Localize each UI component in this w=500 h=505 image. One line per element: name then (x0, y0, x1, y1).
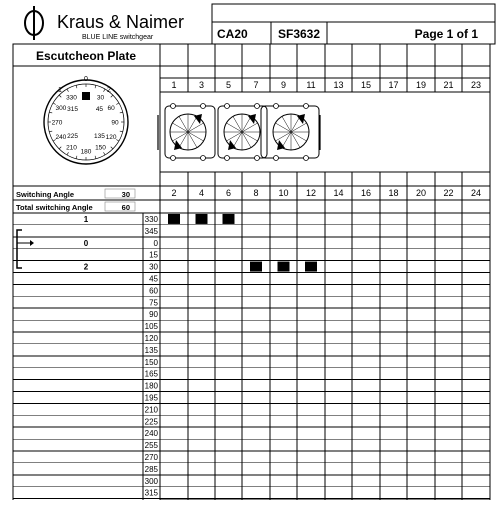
outer-label-2: 2 (107, 87, 111, 94)
kraus-naimer-logo-icon (25, 6, 43, 40)
switching-angle-value: 30 (121, 190, 130, 199)
contact-stage-icon (165, 104, 215, 161)
angle-cell: 330 (144, 215, 158, 224)
angle-cell: 180 (144, 381, 158, 391)
angle-cell: 120 (144, 334, 158, 343)
closed-contact-mark (168, 214, 180, 224)
dial-inner-number: 135 (94, 132, 105, 140)
dial-tick (59, 147, 61, 149)
angle-cell: 195 (144, 393, 158, 403)
dial-number: 210 (66, 144, 77, 152)
position-table (13, 213, 490, 500)
angle-cell: 315 (144, 488, 158, 498)
dial-tick (76, 156, 77, 159)
switching-angle-label: Switching Angle (16, 190, 75, 199)
dial-number: 330 (66, 94, 77, 102)
angle-cell: 255 (144, 441, 158, 451)
top-terminal-label: 13 (333, 80, 344, 90)
dial-tick (120, 112, 123, 113)
dial-number: 270 (51, 119, 63, 127)
bottom-terminal-label: 22 (443, 188, 454, 198)
dial-tick (116, 103, 119, 105)
top-terminal-label: 23 (470, 80, 482, 90)
angle-cell: 105 (144, 322, 158, 332)
angle-cell: 165 (144, 369, 158, 379)
terminal-dot-icon (274, 156, 279, 161)
angle-cell: 210 (144, 405, 158, 415)
dial-number: 60 (107, 105, 115, 112)
dial-tick (120, 131, 123, 132)
contact-symbols (158, 104, 320, 161)
brand-name: Kraus & Naimer (57, 12, 185, 32)
page-indicator: Page 1 of 1 (414, 27, 478, 41)
angle-cell: 150 (144, 357, 158, 367)
terminal-dot-icon (225, 104, 230, 109)
contact-stage-icon (218, 104, 267, 161)
top-terminal-label: 21 (443, 80, 454, 90)
contact-grid (160, 44, 490, 500)
closed-contact-mark (305, 262, 317, 272)
top-terminal-label: 17 (388, 80, 399, 90)
dial-number: 240 (55, 134, 67, 141)
top-terminal-label: 1 (171, 80, 177, 90)
position-label: 1 (83, 215, 89, 224)
terminal-dot-icon (201, 104, 206, 109)
dial-pointer-icon (82, 92, 90, 100)
closed-contact-mark (250, 262, 262, 272)
dial-tick (104, 89, 106, 92)
bottom-terminal-label: 14 (333, 188, 344, 198)
position-label: 2 (83, 262, 89, 272)
dial-number: 150 (95, 144, 106, 152)
escutcheon-dial (44, 76, 128, 164)
angle-cell: 240 (144, 429, 158, 439)
bottom-terminal-label: 6 (225, 188, 232, 198)
dial-inner-number: 45 (95, 106, 104, 114)
total-switching-angle-value: 60 (121, 203, 130, 212)
dial-tick (67, 89, 69, 92)
dial-tick (49, 131, 52, 132)
escutcheon-title: Escutcheon Plate (35, 49, 137, 63)
terminal-dot-icon (171, 104, 176, 109)
top-terminal-label: 9 (280, 80, 287, 90)
terminal-dot-icon (171, 156, 176, 161)
brand-logo (25, 6, 184, 41)
angle-cell: 0 (153, 238, 158, 248)
angle-cell: 270 (144, 453, 158, 462)
dial-tick (95, 85, 96, 88)
bottom-terminal-label: 24 (470, 188, 482, 198)
dial-tick (104, 152, 106, 155)
dial-number: 180 (80, 148, 92, 156)
angle-cell: 285 (144, 464, 158, 474)
terminal-dot-icon (304, 104, 309, 109)
total-switching-angle-label: Total switching Angle (16, 203, 93, 212)
top-terminal-label: 5 (225, 80, 232, 90)
dial-tick (111, 95, 113, 97)
dial-number: 30 (96, 94, 105, 102)
dial-inner-number: 225 (67, 132, 78, 140)
bottom-terminal-label: 18 (388, 188, 399, 198)
dial-tick (95, 156, 96, 159)
terminal-dot-icon (304, 156, 309, 161)
dial-tick (76, 85, 77, 88)
angle-cell: 45 (149, 274, 158, 284)
bottom-terminal-label: 2 (171, 188, 177, 198)
angle-cell: 345 (144, 226, 158, 236)
contact-stage-icon (261, 104, 319, 161)
outer-label-1: 1 (58, 87, 62, 94)
angle-cell: 135 (144, 345, 158, 355)
angle-cell: 15 (149, 250, 158, 260)
terminal-dot-icon (225, 156, 230, 161)
top-terminal-label: 11 (306, 80, 316, 90)
right-arrow-icon (17, 240, 34, 246)
angle-cell: 300 (144, 476, 158, 486)
dial-tick (59, 95, 61, 97)
terminal-dot-icon (255, 104, 260, 109)
terminal-dot-icon (255, 156, 260, 161)
top-terminal-label: 7 (253, 80, 259, 90)
model-code: CA20 (217, 27, 248, 41)
angle-cell: 30 (149, 262, 158, 272)
angle-cell: 75 (149, 298, 158, 308)
dial-number: 300 (55, 105, 67, 112)
top-terminal-label: 3 (198, 80, 205, 90)
dial-tick (116, 140, 119, 142)
bottom-terminal-label: 16 (360, 188, 372, 198)
bottom-terminal-label: 8 (253, 188, 259, 198)
bottom-terminal-label: 12 (305, 188, 317, 198)
dial-tick (67, 152, 69, 155)
closed-contact-mark (223, 214, 235, 224)
top-terminal-label: 19 (415, 80, 427, 90)
angle-cell: 90 (149, 310, 158, 320)
dial-tick (111, 147, 113, 149)
outer-label-0: 0 (84, 76, 88, 83)
bottom-terminal-label: 4 (198, 188, 205, 198)
dial-tick (49, 112, 52, 113)
dial-inner-number: 315 (67, 106, 78, 114)
brand-subtitle: BLUE LINE switchgear (82, 34, 154, 41)
angle-cell: 60 (149, 286, 158, 296)
angle-cell: 225 (144, 417, 158, 427)
position-label: 0 (83, 238, 89, 248)
bottom-terminal-label: 10 (278, 188, 289, 198)
bottom-terminal-label: 20 (415, 188, 427, 198)
part-number: SF3632 (278, 27, 321, 41)
terminal-dot-icon (201, 156, 206, 161)
top-terminal-label: 15 (360, 80, 372, 90)
closed-contact-mark (278, 262, 290, 272)
dial-number: 90 (111, 119, 119, 127)
terminal-dot-icon (274, 104, 279, 109)
closed-contact-mark (196, 214, 208, 224)
dial-number: 120 (105, 134, 117, 141)
